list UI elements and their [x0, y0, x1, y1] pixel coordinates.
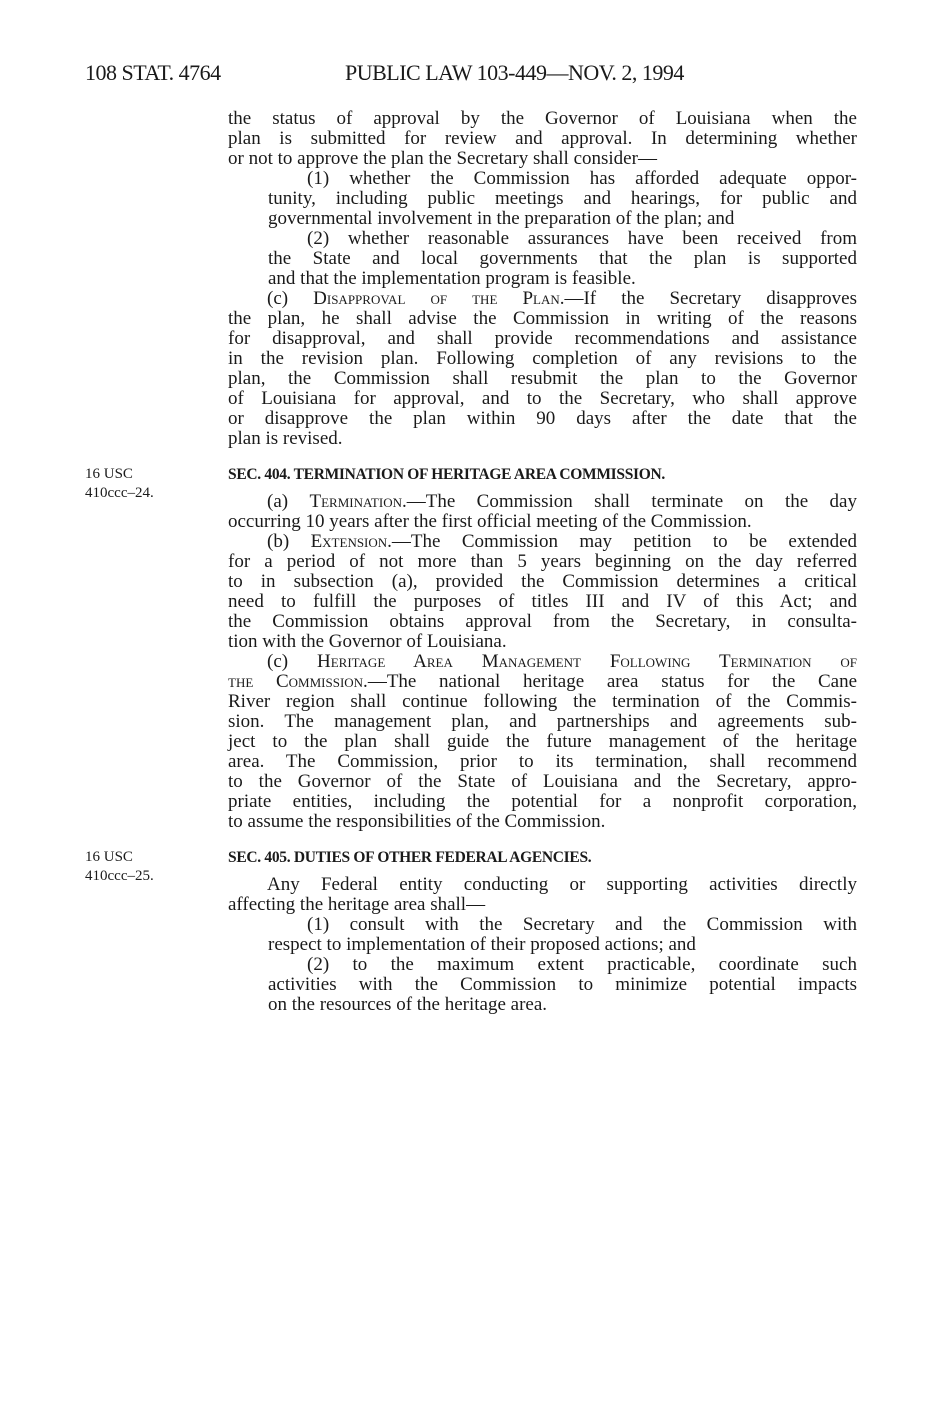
paragraph: [228, 289, 857, 449]
text-line: plan is submitted for review and approval. In determining whether: [228, 128, 857, 149]
list-item-paragraph: [228, 229, 857, 289]
text-line: and that the implementation program is feasible.: [268, 268, 636, 289]
text-line: to in subsection (a), provided the Commission determines a critical: [228, 571, 857, 592]
paragraph: [228, 875, 857, 915]
list-item-paragraph: [228, 915, 857, 955]
subsection-caption: the Commission.: [228, 671, 368, 692]
text-line: the plan, he shall advise the Commission in writing of the reasons: [228, 308, 857, 329]
subsection-caption: Termination.: [309, 491, 407, 512]
text-line: tion with the Governor of Louisiana.: [228, 631, 507, 652]
text-line: (1) consult with the Secretary and the Commission with: [307, 914, 857, 935]
text-line: (2) to the maximum extent practicable, coordinate such: [307, 954, 857, 975]
list-item-paragraph: [228, 169, 857, 229]
text-line: activities with the Commission to minimize potential impacts: [268, 974, 857, 995]
running-header-title: PUBLIC LAW 103-449—NOV. 2, 1994: [345, 60, 684, 85]
text-segment: —The Commission shall terminate on the day: [406, 491, 857, 512]
text-line: the State and local governments that the plan is supported: [268, 248, 857, 269]
text-segment: (c): [267, 288, 314, 309]
text-line: sion. The management plan, and partnerships and agreements sub-: [228, 711, 857, 732]
text-line: respect to implementation of their proposed actions; and: [268, 934, 696, 955]
subsection-caption: Heritage Area Management Following Termination of: [316, 651, 857, 672]
paragraph: [228, 532, 857, 652]
subsection-caption: Extension.: [310, 531, 392, 552]
text-line: River region shall continue following the termination of the Commis-: [228, 691, 857, 712]
text-line: [267, 289, 857, 309]
section-heading: [85, 848, 857, 884]
document-body: [85, 108, 858, 1015]
text-line: the Commission obtains approval from the Secretary, in consulta-: [228, 611, 857, 632]
text-line: or not to approve the plan the Secretary shall consider—: [228, 148, 657, 169]
text-line: for disapproval, and shall provide recommendations and assistance: [228, 328, 857, 349]
paragraph: [228, 652, 857, 832]
section-heading-text: SEC. 405. DUTIES OF OTHER FEDERAL AGENCIES.: [228, 849, 592, 866]
margin-note-line: 410ccc–25.: [85, 868, 154, 884]
text-line: priate entities, including the potential for a nonprofit corporation,: [228, 791, 857, 812]
text-line: [228, 672, 857, 692]
list-item-paragraph: [228, 955, 857, 1015]
text-segment: (b): [267, 531, 311, 552]
text-line: occurring 10 years after the first official meeting of the Commission.: [228, 511, 752, 532]
text-line: [267, 652, 857, 672]
text-segment: —If the Secretary disapproves: [564, 288, 858, 309]
margin-citation-note: [85, 465, 154, 503]
text-line: [267, 492, 857, 512]
text-line: Any Federal entity conducting or supporting activities directly: [267, 874, 857, 895]
text-segment: —The national heritage area status for the Cane: [367, 671, 857, 692]
text-line: (2) whether reasonable assurances have been received from: [307, 228, 857, 249]
subsection-caption: Disapproval of the Plan.: [313, 288, 565, 309]
text-line: [267, 532, 857, 552]
text-line: plan is revised.: [228, 428, 343, 449]
text-line: of Louisiana for approval, and to the Secretary, who shall approve: [228, 388, 857, 409]
text-line: or disapprove the plan within 90 days after the date that the: [228, 408, 857, 429]
page-reference: 108 STAT. 4764: [85, 60, 221, 85]
text-line: in the revision plan. Following completion of any revisions to the: [228, 348, 857, 369]
section-heading: [85, 465, 857, 501]
text-line: (1) whether the Commission has afforded adequate oppor-: [307, 168, 857, 189]
margin-note-line: 410ccc–24.: [85, 485, 154, 501]
margin-note-line: 16 USC: [85, 849, 133, 865]
paragraph: [228, 109, 857, 169]
text-line: need to fulfill the purposes of titles III and IV of this Act; and: [228, 591, 857, 612]
section-heading-text: SEC. 404. TERMINATION OF HERITAGE AREA COMMISSION.: [228, 466, 666, 483]
text-segment: —The Commission may petition to be extended: [391, 531, 857, 552]
margin-note-line: 16 USC: [85, 466, 133, 482]
paragraph: [228, 492, 857, 532]
text-line: to assume the responsibilities of the Commission.: [228, 811, 606, 832]
text-segment: (a): [267, 491, 310, 512]
text-line: for a period of not more than 5 years beginning on the day referred: [228, 551, 857, 572]
text-segment: (c): [267, 651, 317, 672]
text-line: tunity, including public meetings and hearings, for public and: [268, 188, 857, 209]
text-line: governmental involvement in the preparation of the plan; and: [268, 208, 735, 229]
text-line: area. The Commission, prior to its termination, shall recommend: [228, 751, 857, 772]
text-line: on the resources of the heritage area.: [268, 994, 548, 1015]
text-line: ject to the plan shall guide the future management of the heritage: [228, 731, 857, 752]
text-line: plan, the Commission shall resubmit the plan to the Governor: [228, 368, 857, 389]
margin-citation-note: [85, 848, 154, 886]
text-line: affecting the heritage area shall—: [228, 894, 486, 915]
text-line: to the Governor of the State of Louisiana and the Secretary, appro-: [228, 771, 857, 792]
text-line: the status of approval by the Governor of Louisiana when the: [228, 108, 857, 129]
